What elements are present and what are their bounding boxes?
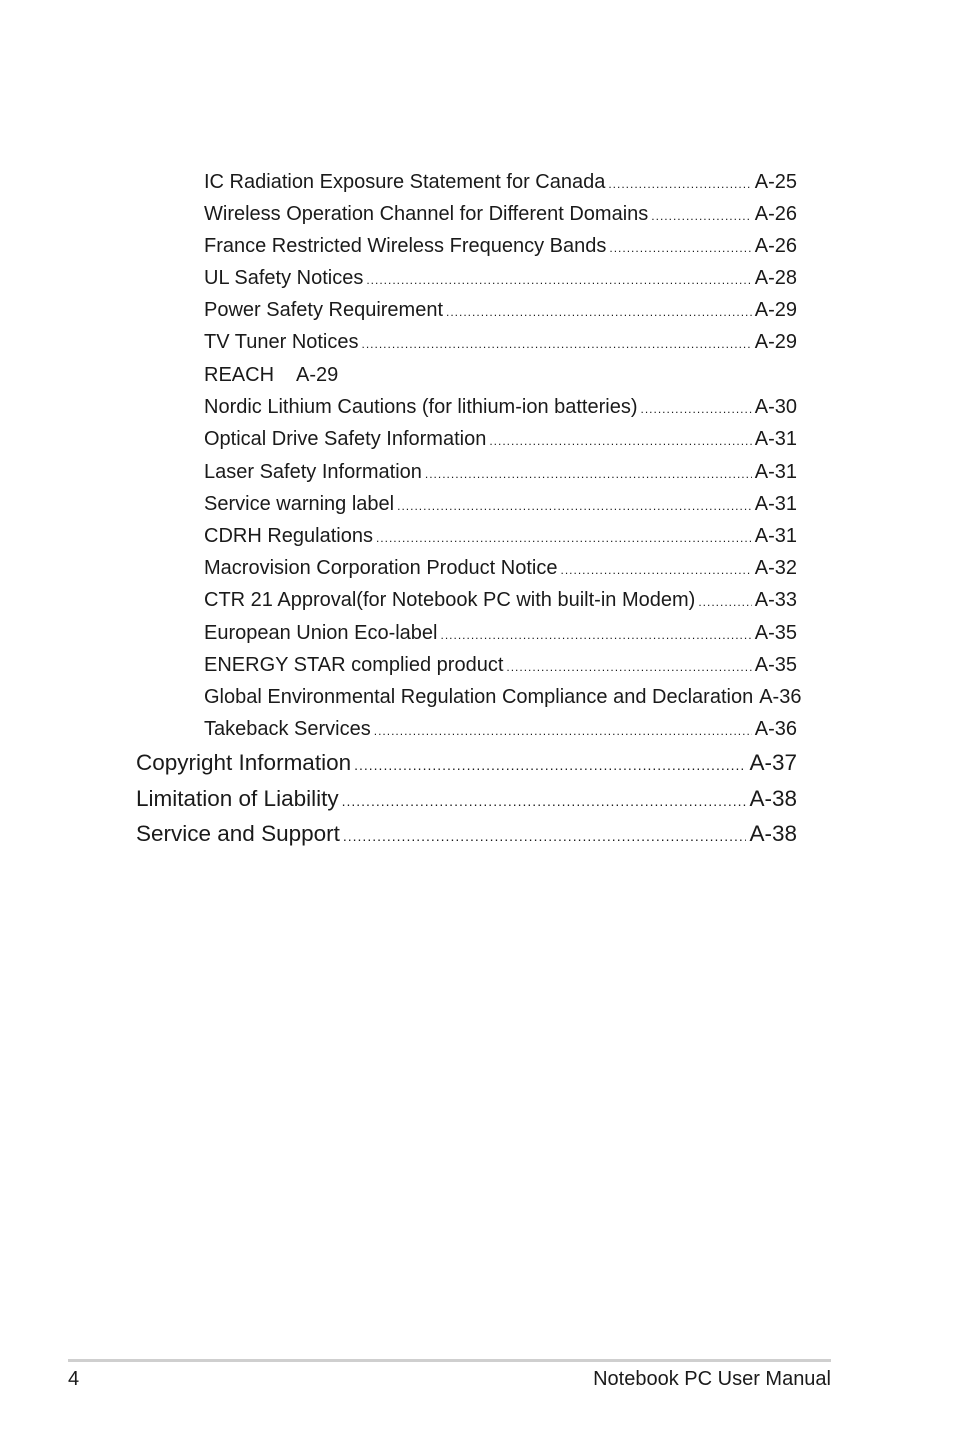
toc-leader-dots — [441, 628, 752, 642]
toc-entry-energy-star[interactable] — [204, 654, 797, 677]
toc-leader-dots — [651, 209, 751, 223]
toc-entry-page: A-28 — [754, 267, 797, 289]
footer-divider — [68, 1359, 831, 1362]
toc-entry-macrovision[interactable] — [204, 557, 797, 580]
toc-entry-title: Power Safety Requirement — [204, 299, 444, 321]
toc-entry-wireless-channel[interactable] — [204, 203, 797, 226]
toc-entry-title: Laser Safety Information — [204, 461, 422, 483]
toc-entry-page: A-38 — [749, 821, 797, 846]
toc-entry-title: European Union Eco-label — [204, 622, 438, 644]
toc-entry-title: REACH — [204, 364, 275, 386]
toc-entry-title: Takeback Services — [204, 718, 371, 740]
toc-entry-ic-radiation[interactable] — [204, 171, 797, 194]
toc-entry-title: Optical Drive Safety Information — [204, 428, 487, 450]
toc-leader-dots — [354, 757, 746, 773]
toc-leader-dots — [362, 337, 752, 351]
toc-entry-title: Service warning label — [204, 493, 395, 515]
toc-entry-page: A-26 — [754, 203, 797, 225]
toc-leader-dots — [366, 273, 751, 287]
toc-entry-title: UL Safety Notices — [204, 267, 364, 289]
toc-entry-title: Service and Support — [136, 821, 340, 846]
toc-entry-nordic-lithium[interactable] — [204, 396, 797, 419]
toc-leader-dots — [561, 563, 752, 577]
toc-entry-title: Macrovision Corporation Product Notice — [204, 557, 558, 579]
toc-leader-dots — [374, 724, 752, 738]
toc-entry-tv-tuner[interactable] — [204, 331, 797, 354]
toc-entry-title: TV Tuner Notices — [204, 331, 359, 353]
toc-entry-page: A-36 — [759, 686, 802, 708]
toc-entry-optical-drive[interactable] — [204, 428, 797, 451]
toc-entry-page: A-36 — [754, 718, 797, 740]
toc-entry-title: CTR 21 Approval(for Notebook PC with built-in Modem) — [204, 589, 696, 611]
toc-entry-page: A-29 — [754, 331, 797, 353]
toc-entry-title: ENERGY STAR complied product — [204, 654, 504, 676]
toc-entry-page: A-31 — [754, 525, 797, 547]
toc-entry-copyright[interactable] — [136, 750, 797, 776]
toc-leader-dots — [425, 467, 752, 481]
toc-entry-title: IC Radiation Exposure Statement for Canada — [204, 171, 606, 193]
toc-entry-page: A-25 — [754, 171, 797, 193]
toc-leader-dots — [446, 305, 752, 319]
toc-leader-dots — [608, 177, 751, 191]
toc-entry-page: A-35 — [754, 654, 797, 676]
toc-entry-page: A-38 — [749, 786, 797, 811]
toc-entry-france-bands[interactable] — [204, 235, 797, 258]
toc-entry-ctr21[interactable] — [204, 589, 797, 612]
toc-entry-takeback[interactable] — [204, 718, 797, 741]
toc-entry-page: A-31 — [754, 493, 797, 515]
footer-manual-title: Notebook PC User Manual — [593, 1368, 831, 1390]
toc-entry-ul-safety[interactable] — [204, 267, 797, 290]
toc-entry-title: Limitation of Liability — [136, 786, 339, 811]
toc-entry-page: A-30 — [754, 396, 797, 418]
toc-entry-global-environmental[interactable] — [204, 686, 814, 709]
toc-entry-title: Nordic Lithium Cautions (for lithium-ion batteries) — [204, 396, 638, 418]
toc-entry-eco-label[interactable] — [204, 622, 797, 645]
toc-entry-page: A-32 — [754, 557, 797, 579]
toc-entry-service-support[interactable] — [136, 821, 797, 847]
toc-leader-dots — [343, 828, 747, 844]
toc-leader-dots — [609, 241, 751, 255]
toc-entry-page: A-31 — [754, 428, 797, 450]
footer-page-number: 4 — [68, 1368, 80, 1390]
toc-leader-dots — [641, 402, 752, 416]
toc-entry-title: CDRH Regulations — [204, 525, 373, 547]
toc-entry-laser-safety[interactable] — [204, 461, 797, 484]
toc-entry-title: France Restricted Wireless Frequency Bands — [204, 235, 607, 257]
toc-leader-dots — [342, 793, 747, 809]
toc-entry-title: Copyright Information — [136, 750, 352, 775]
toc-entry-page: A-35 — [754, 622, 797, 644]
toc-entry-cdrh[interactable] — [204, 525, 797, 548]
toc-entry-page: A-33 — [754, 589, 797, 611]
toc-leader-dots — [698, 595, 751, 609]
toc-entry-page: A-29 — [754, 299, 797, 321]
toc-entry-liability[interactable] — [136, 786, 797, 812]
toc-entry-page: A-37 — [749, 750, 797, 775]
toc-entry-power-safety[interactable] — [204, 299, 797, 322]
toc-entry-reach[interactable] — [204, 364, 797, 387]
toc-entry-service-warning[interactable] — [204, 493, 797, 516]
toc-leader-dots — [506, 660, 751, 674]
toc-leader-dots — [489, 434, 751, 448]
toc-entry-page: A-31 — [754, 461, 797, 483]
toc-entry-title: Wireless Operation Channel for Different Domains — [204, 203, 649, 225]
toc-entry-title: Global Environmental Regulation Compliance and Declaration — [204, 686, 754, 708]
toc-leader-dots — [397, 499, 752, 513]
toc-leader-dots — [376, 531, 752, 545]
toc-entry-page: A-26 — [754, 235, 797, 257]
toc-entry-page: A-29 — [296, 364, 339, 386]
